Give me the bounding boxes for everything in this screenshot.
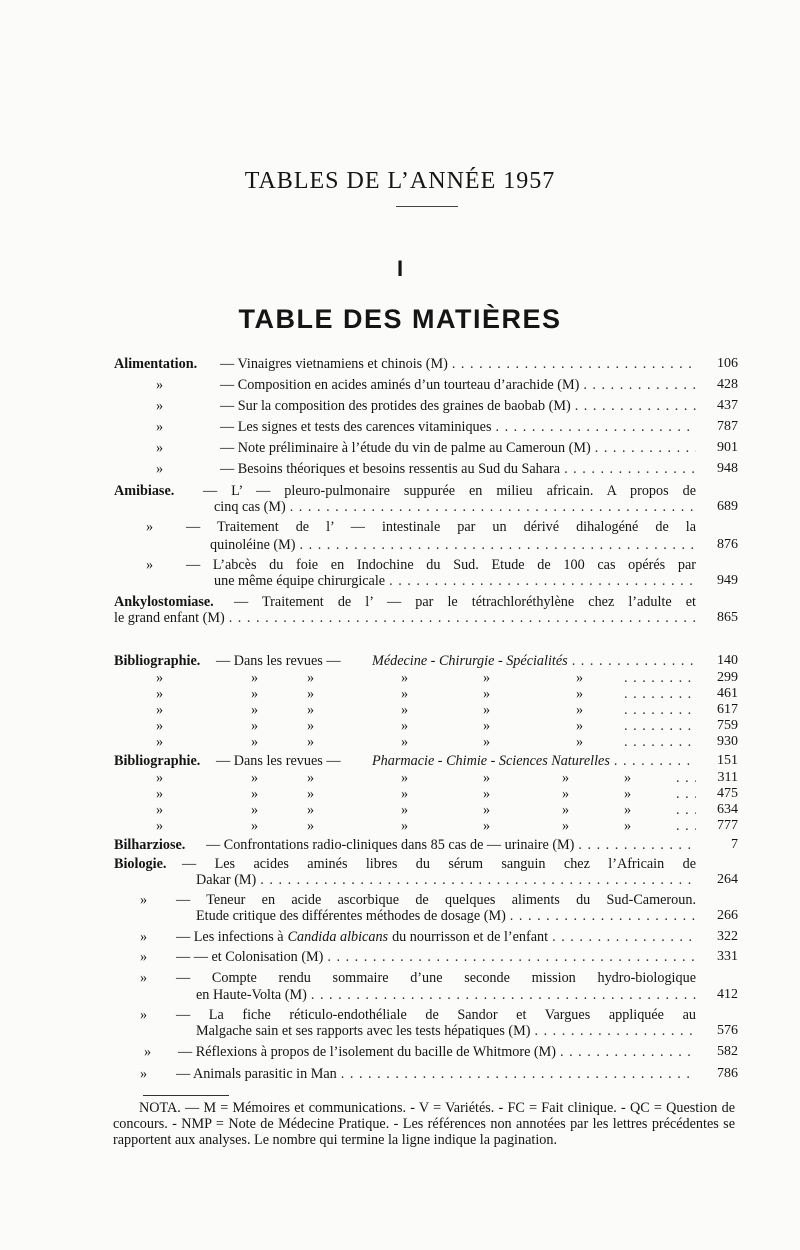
page-number: 901	[717, 440, 738, 455]
entry-text: — Animals parasitic in Man	[176, 1066, 337, 1082]
ditto-mark: »	[156, 377, 164, 393]
page-number: 689	[717, 499, 738, 514]
toc-entry	[0, 439, 800, 457]
page-number: 322	[717, 929, 738, 944]
page-number: 475	[717, 786, 738, 801]
entry-text: — Compte rendu sommaire d’une seconde mission hydro-biologique	[176, 970, 696, 986]
ditto-row: » » » » » » . . . 461	[0, 686, 800, 702]
entry-text: — L’abcès du foie en Indochine du Sud. Etude de 100 cas opérés par	[186, 557, 696, 573]
page-number: 266	[717, 908, 738, 923]
page-number: 264	[717, 872, 738, 887]
toc-entry	[0, 928, 800, 946]
entry-text: cinq cas (M)	[214, 499, 286, 515]
entry-text: — Confrontations radio-cliniques dans 85 cas de — urinaire (M)	[206, 837, 575, 853]
page-number: 106	[717, 356, 738, 371]
ditto-row: » » » » » » » . . . 475	[0, 786, 800, 802]
entry-text: une même équipe chirurgicale	[214, 573, 386, 589]
footnote-rule	[143, 1095, 229, 1096]
entry-text: du nourrisson et de l’enfant	[392, 929, 549, 945]
ditto-row: » » » » » » . . . 617	[0, 702, 800, 718]
ditto-mark: »	[156, 419, 164, 435]
entry-text: — La fiche réticulo-endothéliale de Sandor et Vargues appliquée au	[176, 1007, 696, 1023]
entry-text: — — et Colonisation (M)	[176, 949, 324, 965]
page-number: 582	[717, 1044, 738, 1059]
ditto-row: » » » » » » . . . 299	[0, 670, 800, 686]
entry-text: Dakar (M)	[196, 872, 257, 888]
toc-entry	[0, 948, 800, 966]
page-number: 777	[717, 818, 738, 833]
entry-text: Etude critique des différentes méthodes de dosage (M)	[196, 908, 506, 924]
entry-text: — Dans les revues —	[216, 653, 341, 669]
page-number: 876	[717, 537, 738, 552]
subject-label: Bibliographie.	[114, 753, 201, 769]
entry-text: — Sur la composition des protides des graines de baobab (M)	[220, 398, 571, 414]
page-number: 461	[717, 686, 738, 701]
ditto-mark: »	[140, 1066, 148, 1082]
entry-text: — Besoins théoriques et besoins ressentis au Sud du Sahara	[220, 461, 561, 477]
toc-entry	[0, 460, 800, 478]
entry-text: — Dans les revues —	[216, 753, 341, 769]
ditto-row: » » » » » » . . . 930	[0, 734, 800, 750]
subject-label: Ankylostomiase.	[114, 594, 214, 610]
ditto-mark: »	[146, 519, 154, 535]
entry-text: — L’ — pleuro-pulmonaire suppurée en milieu africain. A propos de	[203, 483, 696, 499]
ditto-mark: »	[140, 949, 148, 965]
page-number: 151	[717, 753, 738, 768]
footnote	[113, 1100, 735, 1148]
ditto-row: » » » » » » » . . . 777	[0, 818, 800, 834]
subject-label: Alimentation.	[114, 356, 198, 372]
ditto-mark: »	[144, 1044, 152, 1060]
page-number: 437	[717, 398, 738, 413]
entry-text: — Composition en acides aminés d’un tourteau d’arachide (M)	[220, 377, 580, 393]
toc-entry	[0, 376, 800, 394]
ditto-mark: »	[156, 440, 164, 456]
journal-title: Pharmacie - Chimie - Sciences Naturelles	[372, 753, 610, 769]
page-number: 311	[717, 770, 738, 785]
entry-text: — Les signes et tests des carences vitaminiques	[220, 419, 492, 435]
page-number: 412	[717, 987, 738, 1002]
toc-entry	[0, 355, 800, 373]
ditto-mark: »	[140, 892, 148, 908]
ditto-mark: »	[156, 461, 164, 477]
ditto-mark: »	[140, 970, 148, 986]
page-number: 949	[717, 573, 738, 588]
footnote-text: NOTA. — M = Mémoires et communications. - V = Variétés. - FC = Fait clinique. - QC = Question de concours. - NMP = Note de Médecine Pratique. - Les références non annotées par les lettres précédentes se rapportent aux analyses. Le nombre qui termine la ligne indique la pagination.	[113, 1100, 735, 1148]
page-number: 634	[717, 802, 738, 817]
entry-text: Malgache sain et ses rapports avec les tests hépatiques (M)	[196, 1023, 531, 1039]
subject-label: Bilharziose.	[114, 837, 186, 853]
toc-entry	[0, 1043, 800, 1061]
ditto-mark: »	[156, 398, 164, 414]
page-number: 948	[717, 461, 738, 476]
ditto-row: » » » » » » » . . . 634	[0, 802, 800, 818]
section-number: I	[396, 256, 404, 281]
ditto-row: » » » » » » » . . . 311	[0, 770, 800, 786]
page-number: 865	[717, 610, 738, 625]
ditto-mark: »	[140, 1007, 148, 1023]
section-heading: TABLE DES MATIÈRES	[238, 304, 562, 334]
subject-label: Biologie.	[114, 856, 167, 872]
journal-title: Médecine - Chirurgie - Spécialités	[372, 653, 568, 669]
page-title: TABLES DE L’ANNÉE 1957	[244, 168, 556, 194]
entry-text: — Les infections à	[176, 929, 284, 945]
page-number: 428	[717, 377, 738, 392]
entry-text: le grand enfant (M)	[114, 610, 225, 626]
page-number: 331	[717, 949, 738, 964]
toc-entry	[0, 397, 800, 415]
page-number: 7	[731, 837, 738, 852]
title-rule	[396, 206, 458, 207]
entry-text: — Note préliminaire à l’étude du vin de palme au Cameroun (M)	[220, 440, 591, 456]
ditto-mark: »	[140, 929, 148, 945]
page-number: 140	[717, 653, 738, 668]
toc-entry	[0, 836, 800, 854]
toc-entry	[0, 1065, 800, 1083]
subject-label: Bibliographie.	[114, 653, 201, 669]
entry-text: quinoléine (M)	[210, 537, 296, 553]
entry-text: — Les acides aminés libres du sérum sanguin chez l’Africain de	[182, 856, 696, 872]
toc-entry	[0, 418, 800, 436]
page-number: 576	[717, 1023, 738, 1038]
page-number: 299	[717, 670, 738, 685]
page-number: 759	[717, 718, 738, 733]
page-number: 786	[717, 1066, 738, 1081]
organism-name: Candida albicans	[287, 929, 389, 945]
subject-label: Amibiase.	[114, 483, 175, 499]
page-number: 930	[717, 734, 738, 749]
entry-text: — Vinaigres vietnamiens et chinois (M)	[220, 356, 448, 372]
page-number: 787	[717, 419, 738, 434]
entry-text: — Traitement de l’ — par le tétrachloréthylène chez l’adulte et	[234, 594, 696, 610]
ditto-row: » » » » » » . . . 759	[0, 718, 800, 734]
entry-text: — Réflexions à propos de l’isolement du bacille de Whitmore (M)	[178, 1044, 556, 1060]
entry-text: — Teneur en acide ascorbique de quelques aliments du Sud-Cameroun.	[176, 892, 696, 908]
ditto-mark: »	[146, 557, 154, 573]
entry-text: en Haute-Volta (M)	[196, 987, 307, 1003]
entry-text: — Traitement de l’ — intestinale par un dérivé dihalogéné de la	[186, 519, 696, 535]
page-number: 617	[717, 702, 738, 717]
